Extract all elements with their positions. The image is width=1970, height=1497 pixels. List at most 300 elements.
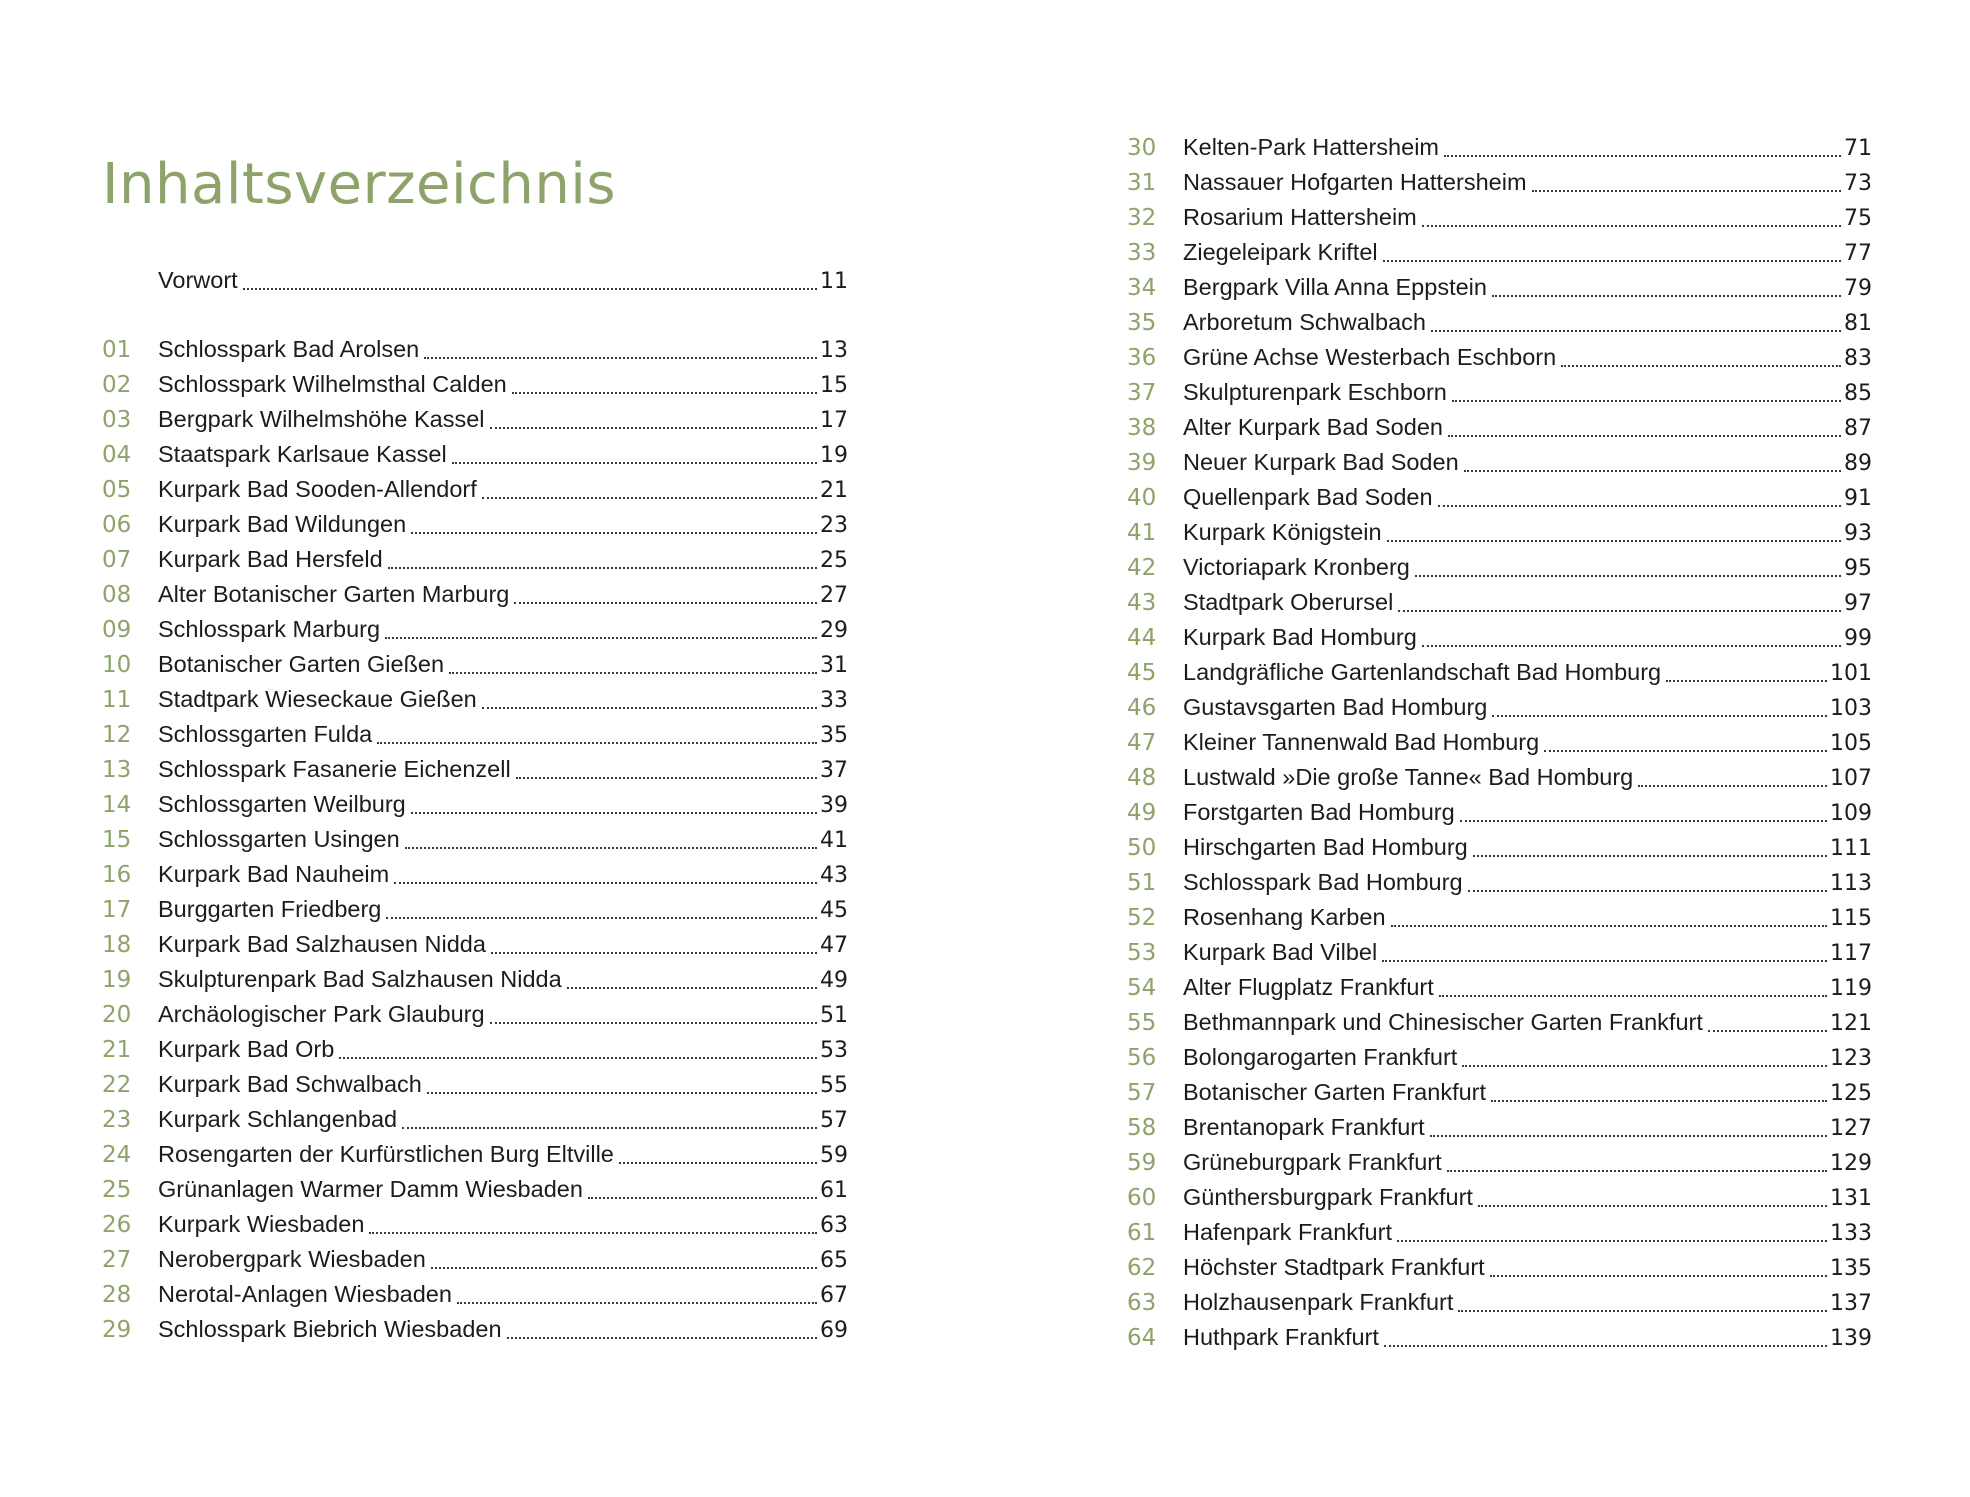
entry-number: 05 <box>102 477 132 503</box>
entry-number: 62 <box>1127 1255 1157 1281</box>
toc-row <box>1127 445 1872 480</box>
entry-page: 83 <box>1844 346 1872 371</box>
entry-page: 109 <box>1830 801 1872 826</box>
entry-page: 115 <box>1830 906 1872 931</box>
entry-title: Neuer Kurpark Bad Soden <box>1183 449 1459 475</box>
entry-number: 25 <box>102 1177 132 1203</box>
dot-leader <box>452 462 817 464</box>
dot-leader <box>1473 855 1827 857</box>
toc-row <box>1127 1215 1872 1250</box>
dot-leader <box>1391 925 1827 927</box>
dot-leader <box>1460 820 1827 822</box>
entry-number: 56 <box>1127 1045 1157 1071</box>
entry-page: 17 <box>820 408 848 433</box>
entry-title: Alter Botanischer Garten Marburg <box>158 581 510 607</box>
toc-row <box>1127 760 1872 795</box>
entry-title: Landgräfliche Gartenlandschaft Bad Homburg <box>1183 659 1662 685</box>
entry-number: 22 <box>102 1072 132 1098</box>
page-title: Inhaltsverzeichnis <box>102 152 617 217</box>
entry-page: 21 <box>820 478 848 503</box>
toc-row <box>1127 585 1872 620</box>
toc-row <box>1127 200 1872 235</box>
entry-title: Kleiner Tannenwald Bad Homburg <box>1183 729 1540 755</box>
entry-title: Bethmannpark und Chinesischer Garten Frankfurt <box>1183 1009 1703 1035</box>
entry-number: 04 <box>102 442 132 468</box>
entry-number: 59 <box>1127 1150 1157 1176</box>
entry-page: 75 <box>1844 206 1872 231</box>
entry-title: Stadtpark Oberursel <box>1183 589 1394 615</box>
entry-number: 52 <box>1127 905 1157 931</box>
entry-title: Kurpark Wiesbaden <box>158 1211 365 1237</box>
entry-page: 87 <box>1844 416 1872 441</box>
dot-leader <box>457 1302 817 1304</box>
entry-page: 65 <box>820 1248 848 1273</box>
dot-leader <box>424 357 817 359</box>
entry-title: Schlosspark Fasanerie Eichenzell <box>158 756 511 782</box>
entry-number: 58 <box>1127 1115 1157 1141</box>
entry-number: 28 <box>102 1282 132 1308</box>
toc-row <box>102 437 848 472</box>
dot-leader <box>490 427 817 429</box>
entry-title: Schlossgarten Usingen <box>158 826 400 852</box>
entry-title: Kurpark Bad Nauheim <box>158 861 390 887</box>
entry-number: 02 <box>102 372 132 398</box>
entry-title: Alter Kurpark Bad Soden <box>1183 414 1443 440</box>
entry-page: 93 <box>1844 521 1872 546</box>
entry-number: 27 <box>102 1247 132 1273</box>
entry-page: 127 <box>1830 1116 1872 1141</box>
entry-page: 139 <box>1830 1326 1872 1351</box>
entry-title: Kurpark Schlangenbad <box>158 1106 398 1132</box>
dot-leader <box>1458 1310 1827 1312</box>
entry-title: Hafenpark Frankfurt <box>1183 1219 1392 1245</box>
dot-leader <box>1492 715 1827 717</box>
entry-number: 16 <box>102 862 132 888</box>
entry-number: 17 <box>102 897 132 923</box>
toc-row <box>1127 130 1872 165</box>
entry-title: Kurpark Bad Orb <box>158 1036 335 1062</box>
entry-page: 131 <box>1830 1186 1872 1211</box>
toc-row <box>102 1172 848 1207</box>
entry-title: Lustwald »Die große Tanne« Bad Homburg <box>1183 764 1634 790</box>
dot-leader <box>1666 680 1827 682</box>
entry-page: 11 <box>820 269 848 294</box>
entry-number: 07 <box>102 547 132 573</box>
dot-leader <box>1439 995 1827 997</box>
entry-page: 63 <box>820 1213 848 1238</box>
toc-row <box>1127 655 1872 690</box>
toc-row <box>102 577 848 612</box>
entry-number: 24 <box>102 1142 132 1168</box>
entry-title: Stadtpark Wieseckaue Gießen <box>158 686 477 712</box>
entry-page: 121 <box>1830 1011 1872 1036</box>
dot-leader <box>1383 260 1841 262</box>
entry-title: Grüne Achse Westerbach Eschborn <box>1183 344 1557 370</box>
dot-leader <box>1422 645 1841 647</box>
entry-page: 23 <box>820 513 848 538</box>
entry-number: 38 <box>1127 415 1157 441</box>
entry-number: 39 <box>1127 450 1157 476</box>
entry-page: 105 <box>1830 731 1872 756</box>
entry-title: Kurpark Bad Homburg <box>1183 624 1417 650</box>
entry-page: 29 <box>820 618 848 643</box>
dot-leader <box>1468 890 1827 892</box>
entry-page: 77 <box>1844 241 1872 266</box>
entry-title: Kurpark Bad Wildungen <box>158 511 407 537</box>
toc-row <box>1127 1110 1872 1145</box>
entry-number: 34 <box>1127 275 1157 301</box>
entry-number: 08 <box>102 582 132 608</box>
toc-row <box>102 1102 848 1137</box>
dot-leader <box>1397 1240 1827 1242</box>
toc-column-left <box>102 263 848 1347</box>
entry-title: Schlosspark Marburg <box>158 616 381 642</box>
entry-page: 137 <box>1830 1291 1872 1316</box>
entry-number: 64 <box>1127 1325 1157 1351</box>
toc-row <box>102 787 848 822</box>
entry-number: 13 <box>102 757 132 783</box>
dot-leader <box>1492 295 1841 297</box>
entry-title: Nassauer Hofgarten Hattersheim <box>1183 169 1527 195</box>
entry-page: 25 <box>820 548 848 573</box>
entry-title: Gustavsgarten Bad Homburg <box>1183 694 1488 720</box>
entry-page: 113 <box>1830 871 1872 896</box>
entry-page: 111 <box>1830 836 1872 861</box>
entry-number: 57 <box>1127 1080 1157 1106</box>
entry-title: Schlossgarten Weilburg <box>158 791 406 817</box>
entry-title: Kurpark Bad Vilbel <box>1183 939 1378 965</box>
toc-row <box>102 857 848 892</box>
entry-page: 95 <box>1844 556 1872 581</box>
entry-title: Grünanlagen Warmer Damm Wiesbaden <box>158 1176 583 1202</box>
entry-title: Grüneburgpark Frankfurt <box>1183 1149 1442 1175</box>
entry-number: 60 <box>1127 1185 1157 1211</box>
entry-title: Skulpturenpark Bad Salzhausen Nidda <box>158 966 562 992</box>
entry-number: 26 <box>102 1212 132 1238</box>
entry-page: 119 <box>1830 976 1872 1001</box>
entry-page: 53 <box>820 1038 848 1063</box>
entry-page: 91 <box>1844 486 1872 511</box>
toc-row <box>1127 830 1872 865</box>
dot-leader <box>491 952 817 954</box>
entry-page: 45 <box>820 898 848 923</box>
toc-row <box>1127 480 1872 515</box>
entry-page: 99 <box>1844 626 1872 651</box>
toc-row <box>102 997 848 1032</box>
toc-row <box>1127 1320 1872 1355</box>
toc-column-right <box>1127 130 1872 1355</box>
entry-page: 47 <box>820 933 848 958</box>
toc-row <box>1127 1075 1872 1110</box>
toc-row <box>1127 375 1872 410</box>
toc-row <box>1127 970 1872 1005</box>
entry-title: Kurpark Bad Hersfeld <box>158 546 383 572</box>
dot-leader <box>1490 1275 1827 1277</box>
toc-row <box>1127 1250 1872 1285</box>
dot-leader <box>1438 505 1841 507</box>
entry-title: Nerotal-Anlagen Wiesbaden <box>158 1281 452 1307</box>
toc-row <box>1127 1040 1872 1075</box>
entry-page: 31 <box>820 653 848 678</box>
toc-row <box>1127 865 1872 900</box>
entry-number: 40 <box>1127 485 1157 511</box>
dot-leader <box>394 882 817 884</box>
entry-page: 125 <box>1830 1081 1872 1106</box>
toc-row <box>1127 165 1872 200</box>
toc-list-right <box>1127 130 1872 1355</box>
entry-number: 33 <box>1127 240 1157 266</box>
dot-leader <box>449 672 817 674</box>
entry-page: 27 <box>820 583 848 608</box>
toc-row <box>1127 1145 1872 1180</box>
dot-leader <box>588 1197 817 1199</box>
dot-leader <box>516 777 817 779</box>
entry-title: Vorwort <box>158 267 238 293</box>
toc-row <box>102 1207 848 1242</box>
entry-number: 54 <box>1127 975 1157 1001</box>
entry-title: Staatspark Karlsaue Kassel <box>158 441 447 467</box>
dot-leader <box>1452 400 1841 402</box>
entry-number: 61 <box>1127 1220 1157 1246</box>
toc-row <box>1127 550 1872 585</box>
entry-title: Rosarium Hattersheim <box>1183 204 1417 230</box>
entry-page: 61 <box>820 1178 848 1203</box>
entry-number: 35 <box>1127 310 1157 336</box>
toc-row <box>102 402 848 437</box>
dot-leader <box>1384 1345 1827 1347</box>
dot-leader <box>490 1022 817 1024</box>
dot-leader <box>514 602 817 604</box>
dot-leader <box>427 1092 817 1094</box>
toc-row <box>102 927 848 962</box>
toc-row <box>1127 935 1872 970</box>
entry-number: 41 <box>1127 520 1157 546</box>
entry-number: 01 <box>102 337 132 363</box>
entry-number: 10 <box>102 652 132 678</box>
entry-title: Kelten-Park Hattersheim <box>1183 134 1439 160</box>
dot-leader <box>1430 1135 1827 1137</box>
entry-page: 15 <box>820 373 848 398</box>
toc-row <box>102 507 848 542</box>
dot-leader <box>1422 225 1841 227</box>
dot-leader <box>1491 1100 1827 1102</box>
entry-number: 46 <box>1127 695 1157 721</box>
entry-title: Schlosspark Wilhelmsthal Calden <box>158 371 507 397</box>
entry-title: Schlossgarten Fulda <box>158 721 373 747</box>
entry-number: 43 <box>1127 590 1157 616</box>
entry-page: 89 <box>1844 451 1872 476</box>
entry-number: 06 <box>102 512 132 538</box>
dot-leader <box>385 637 817 639</box>
entry-page: 59 <box>820 1143 848 1168</box>
entry-number: 19 <box>102 967 132 993</box>
entry-title: Günthersburgpark Frankfurt <box>1183 1184 1473 1210</box>
dot-leader <box>512 392 817 394</box>
entry-number: 11 <box>102 687 132 713</box>
entry-number: 32 <box>1127 205 1157 231</box>
entry-page: 79 <box>1844 276 1872 301</box>
entry-title: Burggarten Friedberg <box>158 896 382 922</box>
entry-number: 15 <box>102 827 132 853</box>
entry-number: 44 <box>1127 625 1157 651</box>
toc-row <box>1127 900 1872 935</box>
entry-page: 13 <box>820 338 848 363</box>
entry-number: 23 <box>102 1107 132 1133</box>
toc-row <box>102 962 848 997</box>
toc-row <box>102 717 848 752</box>
entry-number: 45 <box>1127 660 1157 686</box>
dot-leader <box>1561 365 1841 367</box>
entry-number: 47 <box>1127 730 1157 756</box>
dot-leader <box>377 742 817 744</box>
entry-page: 85 <box>1844 381 1872 406</box>
entry-page: 67 <box>820 1283 848 1308</box>
toc-row <box>1127 515 1872 550</box>
entry-page: 69 <box>820 1318 848 1343</box>
toc-row <box>102 542 848 577</box>
entry-title: Arboretum Schwalbach <box>1183 309 1426 335</box>
entry-number: 51 <box>1127 870 1157 896</box>
entry-number: 30 <box>1127 135 1157 161</box>
entry-page: 51 <box>820 1003 848 1028</box>
toc-row <box>102 367 848 402</box>
entry-number: 36 <box>1127 345 1157 371</box>
entry-number: 37 <box>1127 380 1157 406</box>
entry-title: Schlosspark Bad Homburg <box>1183 869 1463 895</box>
entry-title: Brentanopark Frankfurt <box>1183 1114 1425 1140</box>
entry-page: 39 <box>820 793 848 818</box>
entry-title: Kurpark Bad Schwalbach <box>158 1071 422 1097</box>
entry-page: 49 <box>820 968 848 993</box>
dot-leader <box>1462 1065 1827 1067</box>
entry-number: 50 <box>1127 835 1157 861</box>
toc-row <box>1127 235 1872 270</box>
dot-leader <box>369 1232 817 1234</box>
entry-page: 71 <box>1844 136 1872 161</box>
toc-row <box>1127 690 1872 725</box>
dot-leader <box>1431 330 1841 332</box>
dot-leader <box>1382 960 1827 962</box>
dot-leader <box>1464 470 1841 472</box>
entry-page: 129 <box>1830 1151 1872 1176</box>
spacer <box>102 298 848 332</box>
dot-leader <box>482 497 817 499</box>
entry-title: Höchster Stadtpark Frankfurt <box>1183 1254 1485 1280</box>
entry-title: Bergpark Wilhelmshöhe Kassel <box>158 406 485 432</box>
dot-leader <box>388 567 817 569</box>
dot-leader <box>1638 785 1827 787</box>
entry-title: Hirschgarten Bad Homburg <box>1183 834 1468 860</box>
dot-leader <box>1398 610 1841 612</box>
entry-page: 55 <box>820 1073 848 1098</box>
toc-row <box>1127 1005 1872 1040</box>
entry-page: 41 <box>820 828 848 853</box>
toc-row <box>102 647 848 682</box>
entry-page: 81 <box>1844 311 1872 336</box>
entry-page: 107 <box>1830 766 1872 791</box>
dot-leader <box>1544 750 1827 752</box>
toc-row <box>102 1137 848 1172</box>
entry-title: Archäologischer Park Glauburg <box>158 1001 485 1027</box>
dot-leader <box>1532 190 1841 192</box>
entry-page: 37 <box>820 758 848 783</box>
toc-row <box>102 472 848 507</box>
toc-row <box>1127 270 1872 305</box>
entry-title: Ziegeleipark Kriftel <box>1183 239 1378 265</box>
toc-row <box>102 1312 848 1347</box>
entry-number: 49 <box>1127 800 1157 826</box>
entry-title: Rosengarten der Kurfürstlichen Burg Eltville <box>158 1141 614 1167</box>
entry-number: 63 <box>1127 1290 1157 1316</box>
toc-row <box>102 1032 848 1067</box>
entry-title: Huthpark Frankfurt <box>1183 1324 1379 1350</box>
entry-page: 97 <box>1844 591 1872 616</box>
entry-number: 21 <box>102 1037 132 1063</box>
dot-leader <box>1447 1170 1827 1172</box>
entry-title: Quellenpark Bad Soden <box>1183 484 1433 510</box>
entry-title: Skulpturenpark Eschborn <box>1183 379 1447 405</box>
dot-leader <box>411 812 817 814</box>
toc-row <box>1127 1285 1872 1320</box>
entry-title: Botanischer Garten Frankfurt <box>1183 1079 1487 1105</box>
dot-leader <box>567 987 817 989</box>
dot-leader <box>339 1057 817 1059</box>
entry-number: 29 <box>102 1317 132 1343</box>
toc-row <box>1127 305 1872 340</box>
entry-page: 103 <box>1830 696 1872 721</box>
entry-title: Schlosspark Bad Arolsen <box>158 336 420 362</box>
entry-page: 57 <box>820 1108 848 1133</box>
dot-leader <box>1708 1030 1827 1032</box>
toc-row <box>102 332 848 367</box>
entry-number: 12 <box>102 722 132 748</box>
entry-title: Bolongarogarten Frankfurt <box>1183 1044 1458 1070</box>
entry-title: Kurpark Bad Sooden-Allendorf <box>158 476 477 502</box>
entry-number: 55 <box>1127 1010 1157 1036</box>
toc-row <box>102 612 848 647</box>
toc-row <box>102 752 848 787</box>
dot-leader <box>507 1337 817 1339</box>
entry-page: 101 <box>1830 661 1872 686</box>
entry-number: 18 <box>102 932 132 958</box>
toc-row <box>102 892 848 927</box>
entry-page: 73 <box>1844 171 1872 196</box>
toc-row <box>102 822 848 857</box>
entry-number: 48 <box>1127 765 1157 791</box>
entry-page: 117 <box>1830 941 1872 966</box>
entry-title: Botanischer Garten Gießen <box>158 651 445 677</box>
entry-title: Rosenhang Karben <box>1183 904 1386 930</box>
entry-number: 20 <box>102 1002 132 1028</box>
entry-number: 53 <box>1127 940 1157 966</box>
entry-page: 133 <box>1830 1221 1872 1246</box>
dot-leader <box>482 707 817 709</box>
toc-row <box>1127 1180 1872 1215</box>
toc-row <box>102 1242 848 1277</box>
entry-title: Schlosspark Biebrich Wiesbaden <box>158 1316 502 1342</box>
toc-row <box>102 682 848 717</box>
toc-row <box>1127 725 1872 760</box>
dot-leader <box>411 532 817 534</box>
entry-title: Nerobergpark Wiesbaden <box>158 1246 426 1272</box>
dot-leader <box>405 847 817 849</box>
entry-title: Victoriapark Kronberg <box>1183 554 1410 580</box>
entry-page: 35 <box>820 723 848 748</box>
entry-page: 135 <box>1830 1256 1872 1281</box>
entry-number: 14 <box>102 792 132 818</box>
dot-leader <box>1444 155 1841 157</box>
entry-page: 123 <box>1830 1046 1872 1071</box>
